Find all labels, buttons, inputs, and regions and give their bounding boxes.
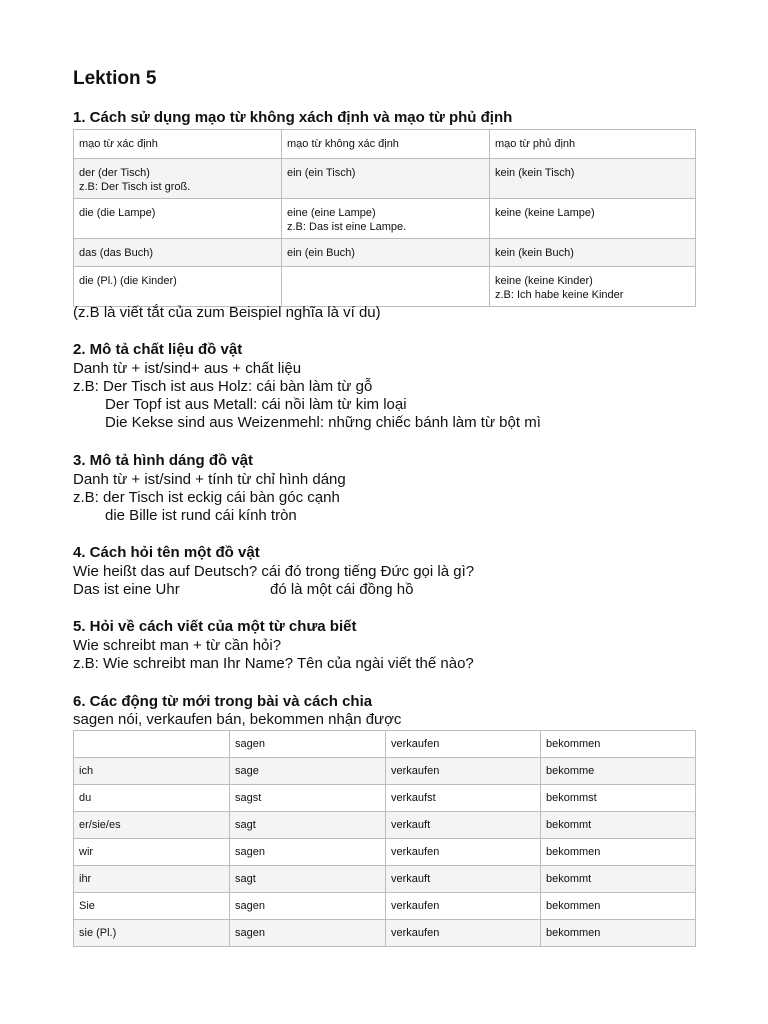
table-cell: Sie	[74, 893, 230, 920]
section-4-heading: 4. Cách hỏi tên một đồ vật	[73, 544, 260, 561]
table-cell	[490, 199, 696, 239]
table-cell	[282, 159, 490, 199]
table-cell	[490, 239, 696, 267]
table-row	[74, 839, 696, 866]
table-cell: sagst	[230, 785, 386, 812]
table-cell	[282, 239, 490, 267]
cell-line: kein (kein Tisch)	[495, 167, 575, 179]
table-cell	[282, 267, 490, 307]
table-cell: verkauft	[386, 812, 541, 839]
page-title: Lektion 5	[73, 68, 157, 89]
body-line: z.B: Wie schreibt man Ihr Name? Tên của ngài viết thế nào?	[73, 655, 474, 672]
body-line: die Bille ist rund cái kính tròn	[105, 507, 297, 524]
table-cell: bekommt	[541, 866, 696, 893]
body-line: z.B: Der Tisch ist aus Holz: cái bàn làm từ gỗ	[73, 378, 373, 395]
table-cell: sagen	[230, 893, 386, 920]
table-cell: bekommt	[541, 812, 696, 839]
body-line: Wie heißt das auf Deutsch? cái đó trong tiếng Đức gọi là gì?	[73, 563, 475, 580]
cell-line: die (die Lampe)	[79, 207, 156, 219]
table-row	[74, 758, 696, 785]
table-cell	[490, 267, 696, 307]
header-cell	[74, 731, 230, 758]
table-row	[74, 239, 696, 267]
table-cell	[282, 199, 490, 239]
body-line: Danh từ + ist/sind + tính từ chỉ hình dáng	[73, 471, 346, 488]
table-cell	[74, 267, 282, 307]
table-cell: sage	[230, 758, 386, 785]
table-row	[74, 199, 696, 239]
table-cell: verkauft	[386, 866, 541, 893]
table-row	[74, 159, 696, 199]
cell-line: ein (ein Buch)	[287, 247, 355, 259]
section-2-heading: 2. Mô tả chất liệu đồ vật	[73, 341, 243, 358]
table-row	[74, 920, 696, 947]
cell-line: z.B: Der Tisch ist groß.	[79, 181, 191, 193]
table-cell	[74, 159, 282, 199]
body-line: Die Kekse sind aus Weizenmehl: những chiếc bánh làm từ bột mì	[105, 414, 541, 431]
body-line: Der Topf ist aus Metall: cái nồi làm từ kim loại	[105, 396, 407, 413]
table-cell: wir	[74, 839, 230, 866]
table-row	[74, 893, 696, 920]
section-5-heading: 5. Hỏi về cách viết của một từ chưa biết	[73, 618, 357, 635]
table-cell: ich	[74, 758, 230, 785]
table-cell: bekommen	[541, 839, 696, 866]
table-row	[74, 785, 696, 812]
conjugation-table	[73, 730, 696, 947]
header-cell: mạo từ không xác định	[282, 130, 490, 159]
cell-line: kein (kein Buch)	[495, 247, 574, 259]
articles-table	[73, 129, 696, 307]
table-header-row	[74, 731, 696, 758]
table-cell: sagt	[230, 812, 386, 839]
header-cell: bekommen	[541, 731, 696, 758]
cell-line: keine (keine Kinder)	[495, 275, 593, 287]
body-line: Wie schreibt man + từ cần hỏi?	[73, 637, 282, 654]
table-cell: sagt	[230, 866, 386, 893]
table-cell: ihr	[74, 866, 230, 893]
table-cell: verkaufen	[386, 920, 541, 947]
table-cell: sagen	[230, 920, 386, 947]
body-line: sagen nói, verkaufen bán, bekommen nhận được	[73, 711, 402, 728]
table-cell: verkaufen	[386, 758, 541, 785]
table-cell: bekommen	[541, 920, 696, 947]
body-line: Das ist eine Uhr	[73, 581, 180, 598]
section-1-heading: 1. Cách sử dụng mạo từ không xách định và mạo từ phủ định	[73, 109, 513, 126]
section-3-heading: 3. Mô tả hình dáng đồ vật	[73, 452, 253, 469]
body-line: đó là một cái đồng hồ	[270, 581, 414, 598]
cell-line: z.B: Ich habe keine Kinder	[495, 289, 624, 301]
table-cell: bekommen	[541, 893, 696, 920]
table-cell	[74, 199, 282, 239]
table-header-row	[74, 130, 696, 159]
header-cell: mạo từ phủ định	[490, 130, 696, 159]
cell-line: keine (keine Lampe)	[495, 207, 595, 219]
body-line: z.B: der Tisch ist eckig cái bàn góc cạnh	[73, 489, 340, 506]
table-row	[74, 267, 696, 307]
cell-line: das (das Buch)	[79, 247, 153, 259]
cell-line: der (der Tisch)	[79, 167, 150, 179]
table-cell: verkaufst	[386, 785, 541, 812]
table-cell: du	[74, 785, 230, 812]
table-cell: bekommst	[541, 785, 696, 812]
header-cell: verkaufen	[386, 731, 541, 758]
cell-line: eine (eine Lampe)	[287, 207, 376, 219]
body-line: Danh từ + ist/sind+ aus + chất liệu	[73, 360, 302, 377]
table-cell: verkaufen	[386, 839, 541, 866]
cell-line: die (Pl.) (die Kinder)	[79, 275, 177, 287]
table-cell: er/sie/es	[74, 812, 230, 839]
table-cell	[74, 239, 282, 267]
cell-line: z.B: Das ist eine Lampe.	[287, 221, 407, 233]
abbreviation-note: (z.B là viết tắt của zum Beispiel nghĩa là ví du)	[73, 304, 381, 321]
table-row	[74, 866, 696, 893]
header-cell: mạo từ xác định	[74, 130, 282, 159]
section-6-heading: 6. Các động từ mới trong bài và cách chia	[73, 693, 373, 710]
header-cell: sagen	[230, 731, 386, 758]
table-cell: sie (Pl.)	[74, 920, 230, 947]
table-cell: bekomme	[541, 758, 696, 785]
cell-line: ein (ein Tisch)	[287, 167, 356, 179]
table-cell	[490, 159, 696, 199]
table-row	[74, 812, 696, 839]
table-cell: verkaufen	[386, 893, 541, 920]
table-cell: sagen	[230, 839, 386, 866]
